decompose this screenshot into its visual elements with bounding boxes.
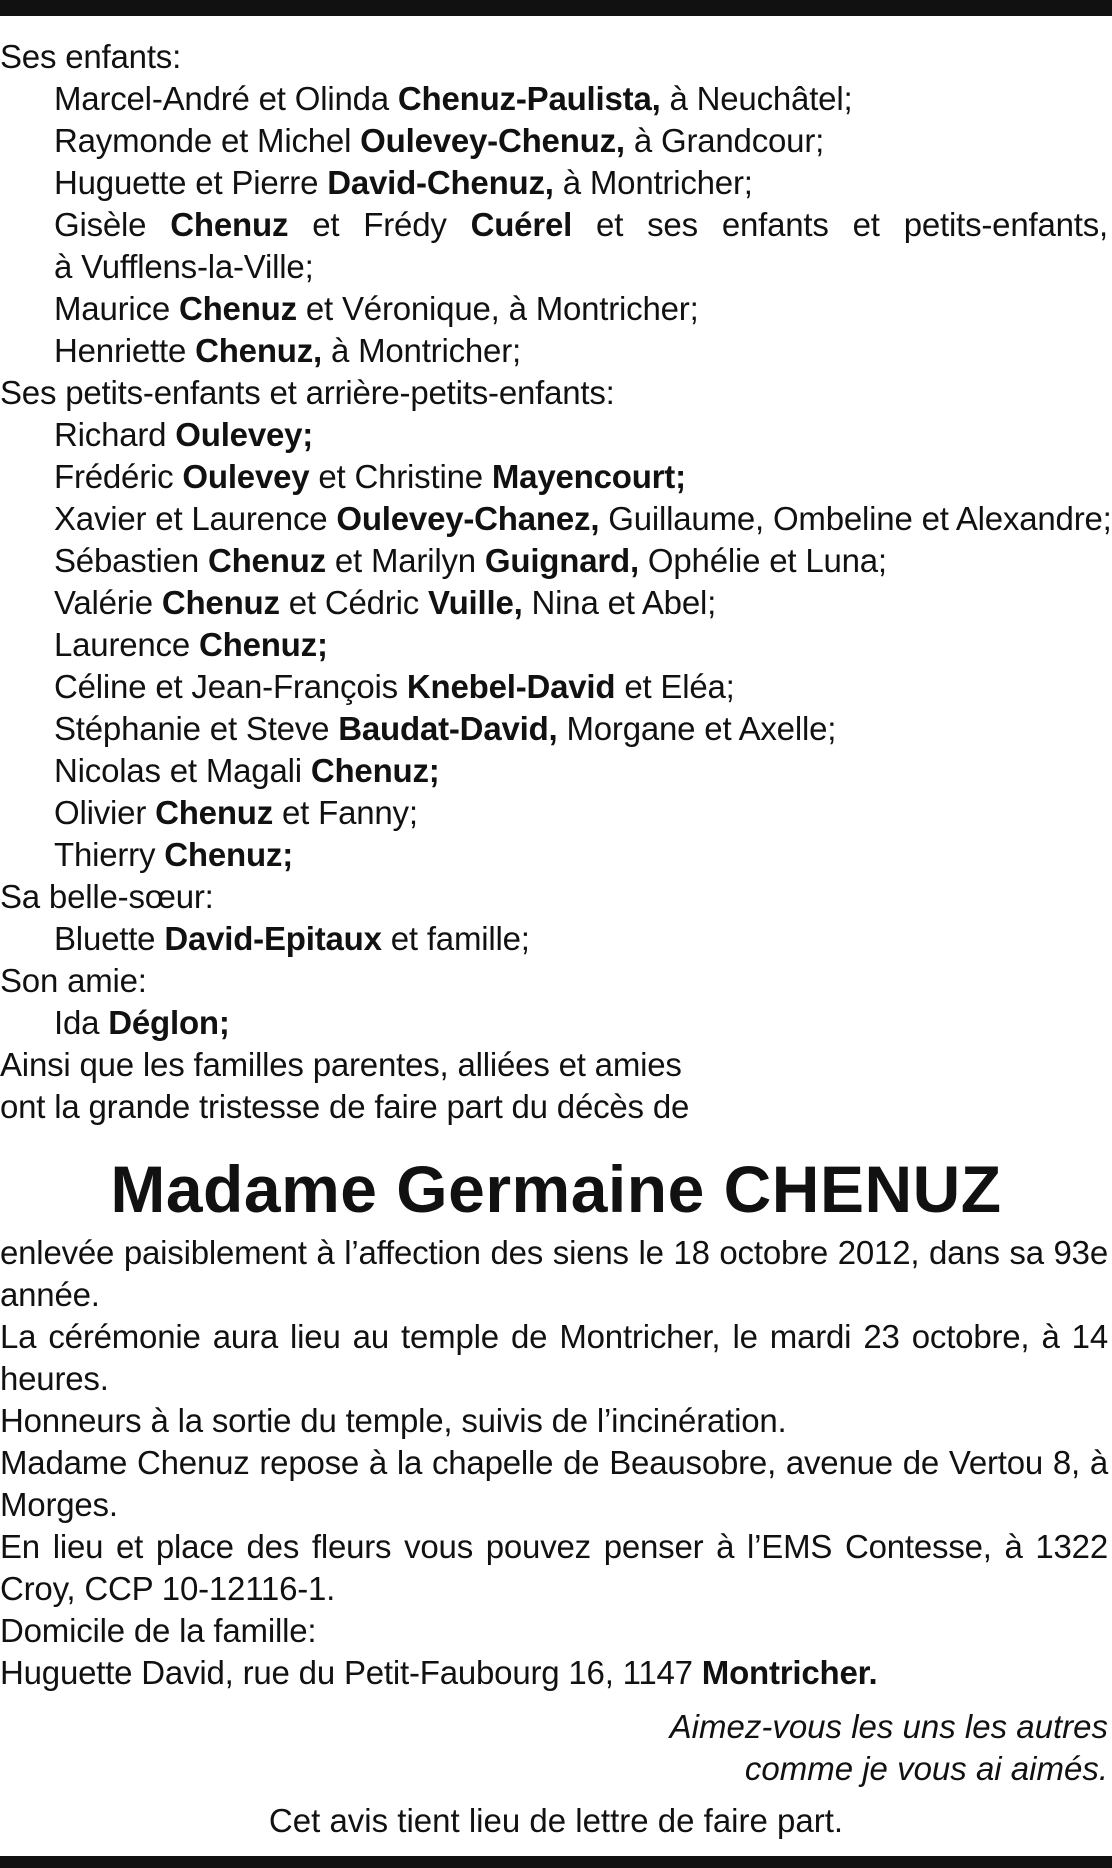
petit-enfant-line: Thierry Chenuz; bbox=[54, 836, 293, 873]
body-paragraph: enlevée paisiblement à l’affection des siens le 18 octobre 2012, dans sa 93e année. bbox=[0, 1234, 1108, 1313]
quote-line-1: Aimez-vous les uns les autres bbox=[669, 1708, 1108, 1745]
enfant-line: Marcel-André et Olinda Chenuz-Paulista, à Neuchâtel; bbox=[54, 80, 853, 117]
amie-line: Ida Déglon; bbox=[54, 1004, 230, 1041]
family-list bbox=[0, 36, 1112, 1128]
closing-line-2: ont la grande tristesse de faire part du décès de bbox=[0, 1088, 690, 1125]
top-rule bbox=[0, 0, 1112, 16]
belle-soeur-label: Sa belle-sœur: bbox=[0, 878, 214, 915]
enfants-label: Ses enfants: bbox=[0, 38, 182, 75]
petit-enfant-line: Olivier Chenuz et Fanny; bbox=[54, 794, 418, 831]
petit-enfant-line: Frédéric Oulevey et Christine Mayencourt; bbox=[54, 458, 686, 495]
enfant-line: Maurice Chenuz et Véronique, à Montricher; bbox=[54, 290, 699, 327]
enfant-line: Henriette Chenuz, à Montricher; bbox=[54, 332, 521, 369]
petit-enfant-line: Laurence Chenuz; bbox=[54, 626, 328, 663]
petit-enfant-line: Sébastien Chenuz et Marilyn Guignard, Ophélie et Luna; bbox=[54, 542, 887, 579]
enfant-line: Huguette et Pierre David-Chenuz, à Montricher; bbox=[54, 164, 753, 201]
amie-label: Son amie: bbox=[0, 962, 147, 999]
family-address: Huguette David, rue du Petit-Faubourg 16, 1147 Montricher. bbox=[0, 1654, 878, 1691]
bottom-rule bbox=[0, 1856, 1112, 1868]
enfant-line: Raymonde et Michel Oulevey-Chenuz, à Grandcour; bbox=[54, 122, 825, 159]
enfant-line: Gisèle Chenuz et Frédy Cuérel et ses enfants et petits-enfants, bbox=[54, 206, 1108, 243]
body-paragraph: Domicile de la famille: bbox=[0, 1612, 317, 1649]
body-paragraph: Honneurs à la sortie du temple, suivis de l’incinération. bbox=[0, 1402, 787, 1439]
enfant-line-continued: à Vufflens-la-Ville; bbox=[54, 248, 314, 285]
petit-enfant-line: Stéphanie et Steve Baudat-David, Morgane et Axelle; bbox=[54, 710, 837, 747]
deceased-name: Madame Germaine CHENUZ bbox=[110, 1152, 1002, 1226]
body-paragraph: La cérémonie aura lieu au temple de Montricher, le mardi 23 octobre, à 14 heures. bbox=[0, 1318, 1108, 1397]
quote-line-2: comme je vous ai aimés. bbox=[744, 1750, 1108, 1787]
footer-note: Cet avis tient lieu de lettre de faire part. bbox=[268, 1802, 844, 1839]
belle-soeur-line: Bluette David-Epitaux et famille; bbox=[54, 920, 530, 957]
announcement-body bbox=[0, 1232, 1108, 1694]
closing-line-1: Ainsi que les familles parentes, alliées et amies bbox=[0, 1046, 682, 1083]
petit-enfant-line: Valérie Chenuz et Cédric Vuille, Nina et Abel; bbox=[54, 584, 717, 621]
petit-enfant-line: Richard Oulevey; bbox=[54, 416, 314, 453]
body-paragraph: Madame Chenuz repose à la chapelle de Beausobre, avenue de Vertou 8, à Morges. bbox=[0, 1444, 1108, 1523]
petit-enfant-line: Nicolas et Magali Chenuz; bbox=[54, 752, 440, 789]
petit-enfant-line: Xavier et Laurence Oulevey-Chanez, Guillaume, Ombeline et Alexandre; bbox=[54, 500, 1112, 537]
body-paragraph: En lieu et place des fleurs vous pouvez penser à l’EMS Contesse, à 1322 Croy, CCP 10-12116-1. bbox=[0, 1528, 1108, 1607]
bible-quote bbox=[670, 1706, 1108, 1790]
petits-enfants-label: Ses petits-enfants et arrière-petits-enfants: bbox=[0, 374, 615, 411]
petit-enfant-line: Céline et Jean-François Knebel-David et Eléa; bbox=[54, 668, 735, 705]
